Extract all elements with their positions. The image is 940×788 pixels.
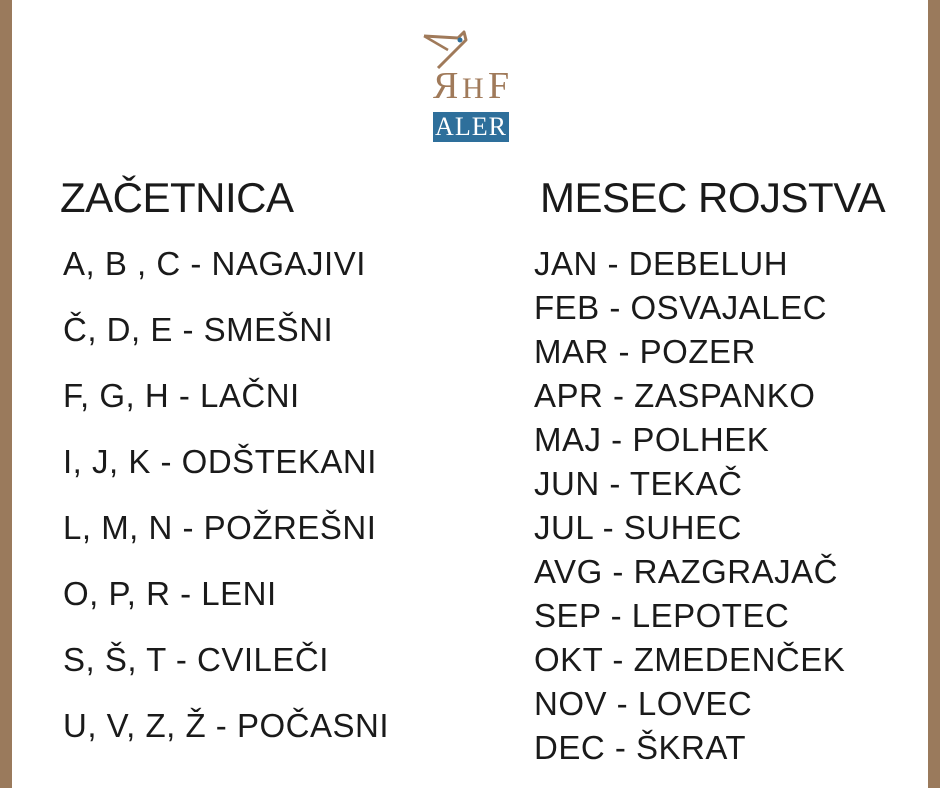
logo-aler-box [433,112,509,142]
list-item: S, Š, T - CVILEČI [63,641,329,678]
svg-text:F: F [488,65,510,107]
list-item: AVG - RAZGRAJAČ [534,553,838,590]
list-item: OKT - ZMEDENČEK [534,641,846,678]
svg-text:H: H [462,72,484,105]
list-item: Č, D, E - SMEŠNI [63,311,334,348]
list-item: I, J, K - ODŠTEKANI [63,443,377,480]
frame-right-border [928,0,940,788]
heading-mesec-rojstva: MESEC ROJSTVA [540,174,886,221]
list-item: JAN - DEBELUH [534,245,789,282]
logo-aler-text: ALER [435,112,507,141]
list-item: L, M, N - POŽREŠNI [63,509,377,546]
aler-logo [418,28,526,146]
frame-left-border [0,0,12,788]
list-item: JUL - SUHEC [534,509,742,546]
list-item: APR - ZASPANKO [534,377,816,414]
list-item: MAJ - POLHEK [534,421,770,458]
list-item: JUN - TEKAČ [534,465,743,502]
initials-list [63,242,389,770]
list-item: O, P, R - LENI [63,575,277,612]
list-item: F, G, H - LAČNI [63,377,300,414]
list-item: DEC - ŠKRAT [534,729,747,766]
list-item: A, B , C - NAGAJIVI [63,245,366,282]
list-item: SEP - LEPOTEC [534,597,790,634]
list-item: NOV - LOVEC [534,685,753,722]
list-item: FEB - OSVAJALEC [534,289,827,326]
list-item: U, V, Z, Ž - POČASNI [63,707,389,744]
fox-head-icon [418,28,526,112]
heading-zacetnica: ZAČETNICA [60,174,294,221]
months-list [534,242,845,770]
svg-text:Я: Я [433,65,459,107]
list-item: MAR - POZER [534,333,756,370]
